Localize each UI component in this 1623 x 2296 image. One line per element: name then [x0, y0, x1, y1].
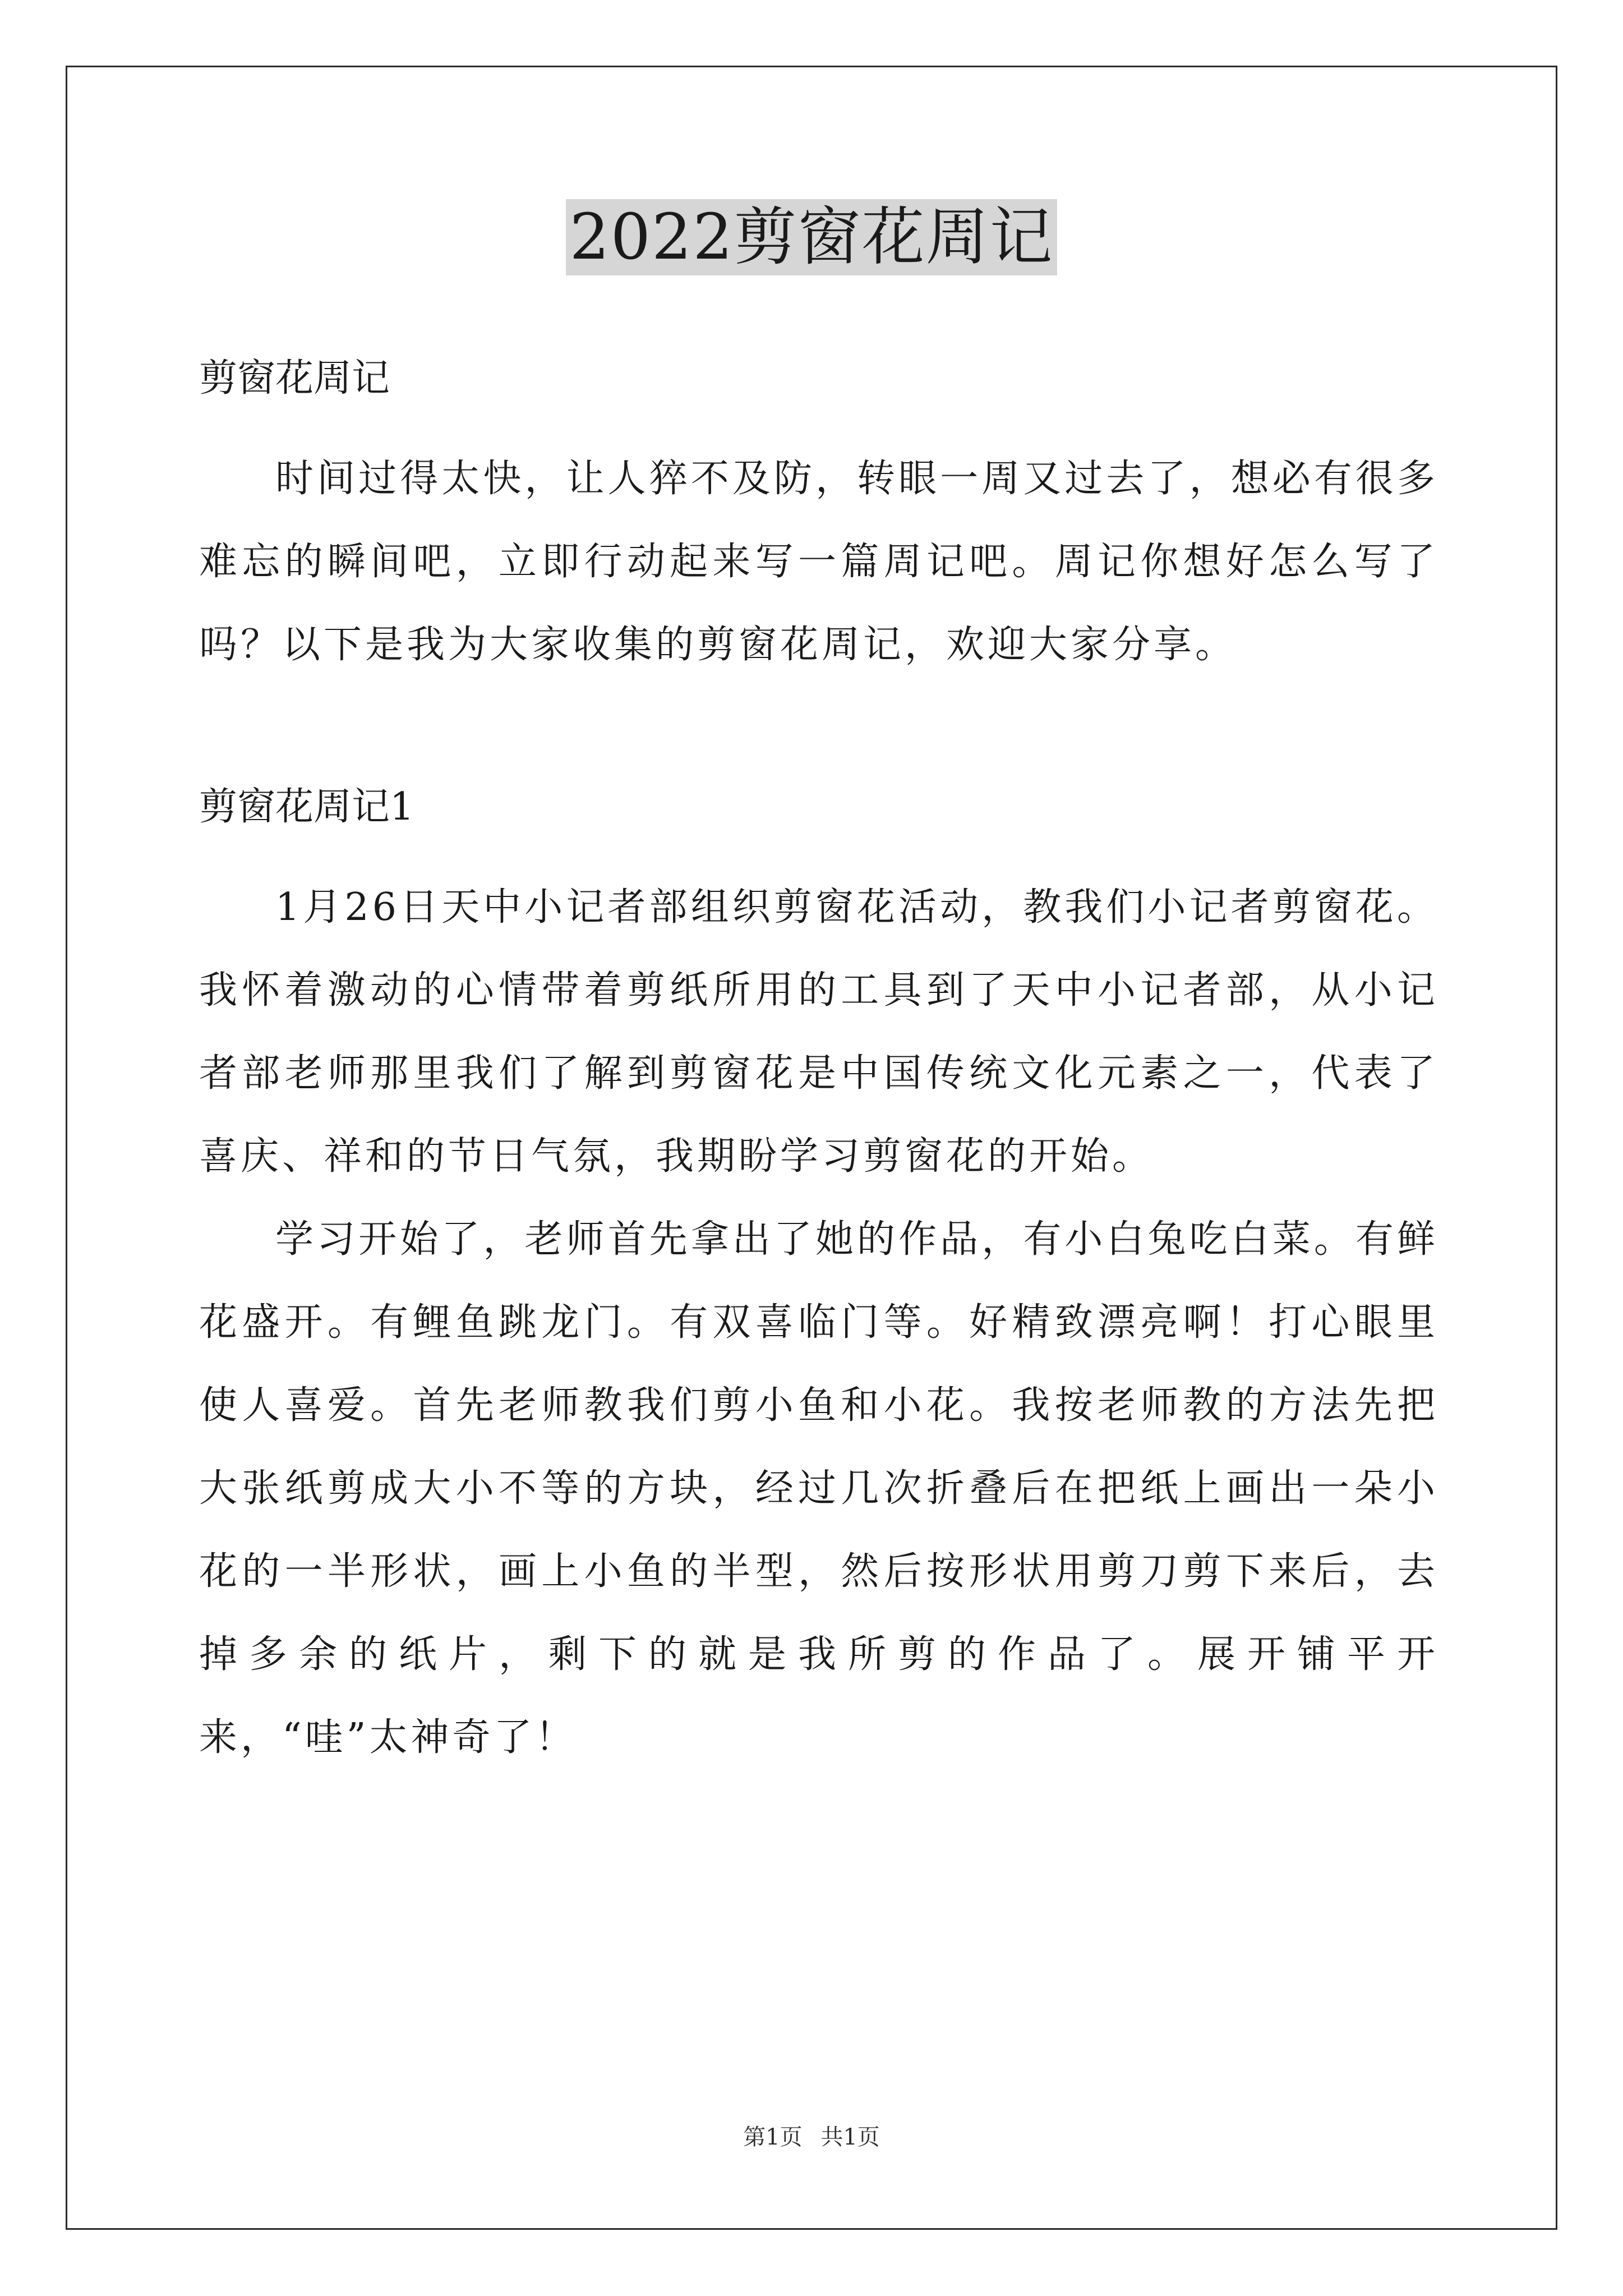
page-footer: [0, 2120, 1623, 2154]
document-title: 2022剪窗花周记: [566, 199, 1057, 275]
spacer: [199, 849, 1438, 866]
intro-paragraph: 时间过得太快，让人猝不及防，转眼一周又过去了，想必有很多难忘的瞬间吧，立即行动起来写一篇周记吧。周记你想好怎么写了吗？以下是我为大家收集的剪窗花周记，欢迎大家分享。: [199, 457, 1438, 667]
section-1-paragraph-2: 学习开始了，老师首先拿出了她的作品，有小白兔吃白菜。有鲜花盛开。有鲤鱼跳龙门。有双喜临门等。好精致漂亮啊！打心眼里使人喜爱。首先老师教我们剪小鱼和小花。我按老师教的方法先把大张纸剪成大小不等的方块，经过几次折叠后在把纸上画出一朵小花的一半形状，画上小鱼的半型，然后按形状用剪刀剪下来后，去掉多余的纸片，剩下的就是我所剪的作品了。展开铺平开来，“哇”太神奇了！: [199, 1217, 1438, 1760]
spacer: [199, 687, 1438, 765]
page-number-total: 共1页: [820, 2124, 880, 2150]
intro-heading: 剪窗花周记: [199, 356, 390, 401]
section-1-paragraph-1: 1月26日天中小记者部组织剪窗花活动，教我们小记者剪窗花。我怀着激动的心情带着剪纸所用的工具到了天中小记者部，从小记者部老师那里我们了解到剪窗花是中国传统文化元素之一，代表了喜庆、祥和的节日气氛，我期盼学习剪窗花的开始。: [199, 885, 1438, 1179]
spacer: [199, 421, 1438, 438]
document-body: [199, 337, 1438, 1779]
page-number-current: 第1页: [743, 2124, 803, 2150]
section-1-heading: 剪窗花周记1: [199, 785, 414, 829]
title-container: [0, 199, 1623, 275]
